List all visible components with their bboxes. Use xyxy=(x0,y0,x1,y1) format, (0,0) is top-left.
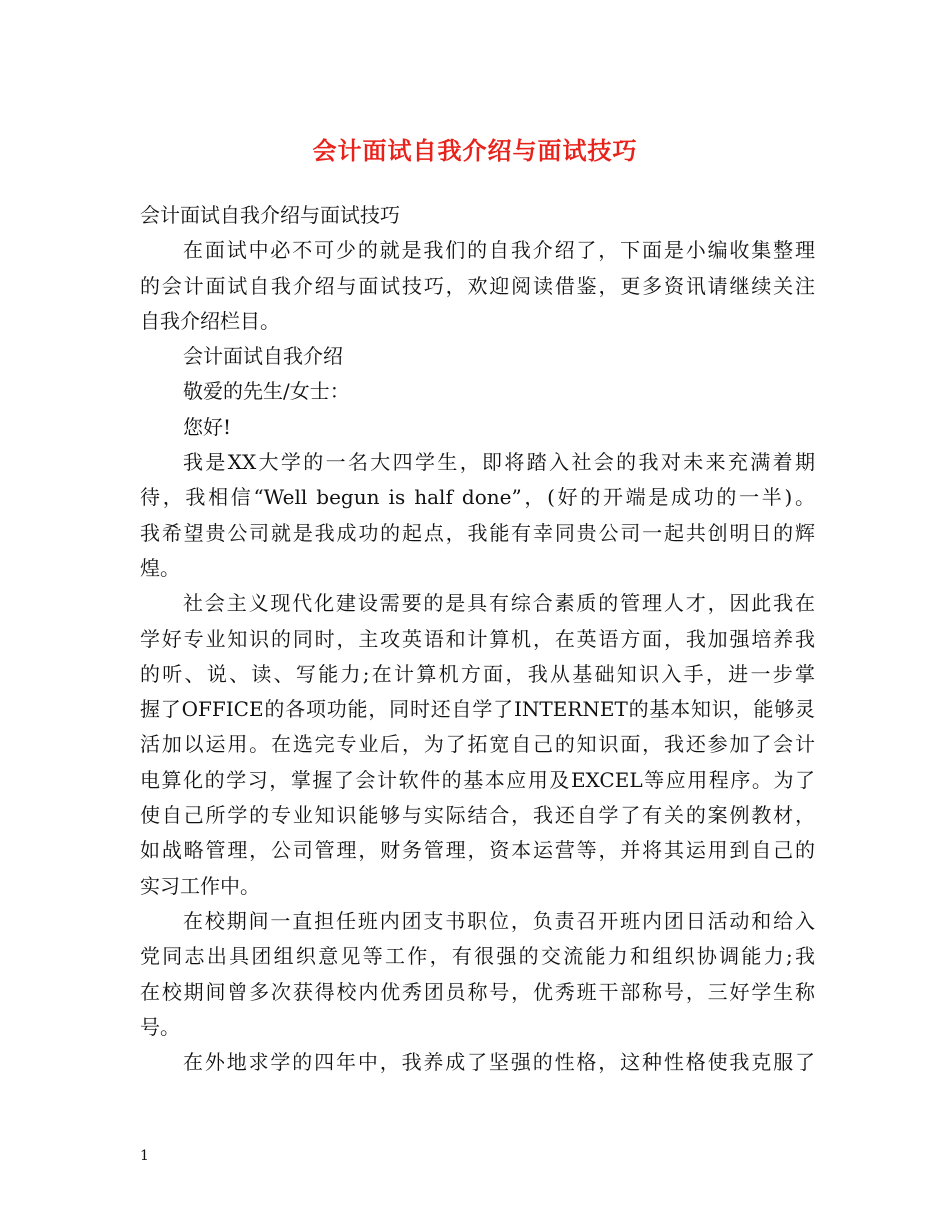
paragraph-line: 在外地求学的四年中，我养成了坚强的性格，这种性格使我克服了 xyxy=(183,1050,815,1075)
paragraph-line: 在校期间一直担任班内团支书职位，负责召开班内团日活动和给入 xyxy=(183,908,815,933)
page-number: 1 xyxy=(140,1148,149,1164)
document-body xyxy=(140,198,815,1080)
paragraph-line: 使自己所学的专业知识能够与实际结合，我还自学了有关的案例教材， xyxy=(140,803,815,828)
paragraph-line: 党同志出具团组织意见等工作，有很强的交流能力和组织协调能力;我 xyxy=(140,944,815,969)
paragraph-line: 在校期间曾多次获得校内优秀团员称号，优秀班干部称号，三好学生称 xyxy=(140,979,815,1004)
paragraph-line: 的会计面试自我介绍与面试技巧，欢迎阅读借鉴，更多资讯请继续关注 xyxy=(140,273,815,298)
greeting-line: 您好! xyxy=(183,414,232,439)
paragraph-line: 实习工作中。 xyxy=(140,873,260,898)
paragraph-line: 活加以运用。在选完专业后，为了拓宽自己的知识面，我还参加了会计 xyxy=(140,732,815,757)
paragraph-line: 自我介绍栏目。 xyxy=(140,308,280,333)
paragraph-line: 电算化的学习，掌握了会计软件的基本应用及EXCEL等应用程序。为了 xyxy=(140,767,815,792)
paragraph-line: 握了OFFICE的各项功能，同时还自学了INTERNET的基本知识，能够灵 xyxy=(140,697,815,722)
paragraph-line: 我希望贵公司就是我成功的起点，我能有幸同贵公司一起共创明日的辉 xyxy=(140,520,815,545)
paragraph-line: 在面试中必不可少的就是我们的自我介绍了，下面是小编收集整理 xyxy=(183,238,815,263)
paragraph-line: 我是XX大学的一名大四学生，即将踏入社会的我对未来充满着期 xyxy=(183,450,815,475)
document-title: 会计面试自我介绍与面试技巧 xyxy=(312,136,638,165)
paragraph-line: 学好专业知识的同时，主攻英语和计算机，在英语方面，我加强培养我 xyxy=(140,626,815,651)
paragraph-line: 待，我相信“Well begun is half done”，(好的开端是成功的一半)。 xyxy=(140,485,815,510)
paragraph-line: 的听、说、读、写能力;在计算机方面，我从基础知识入手，进一步掌 xyxy=(140,661,815,686)
paragraph-line: 如战略管理，公司管理，财务管理，资本运营等，并将其运用到自己的 xyxy=(140,838,815,863)
section-heading-line: 会计面试自我介绍 xyxy=(183,344,343,369)
salutation-line: 敬爱的先生/女士： xyxy=(183,379,350,404)
paragraph-line: 煌。 xyxy=(140,555,180,580)
subtitle-line: 会计面试自我介绍与面试技巧 xyxy=(140,203,400,227)
paragraph-line: 号。 xyxy=(140,1014,180,1039)
paragraph-line: 社会主义现代化建设需要的是具有综合素质的管理人才，因此我在 xyxy=(183,591,815,616)
